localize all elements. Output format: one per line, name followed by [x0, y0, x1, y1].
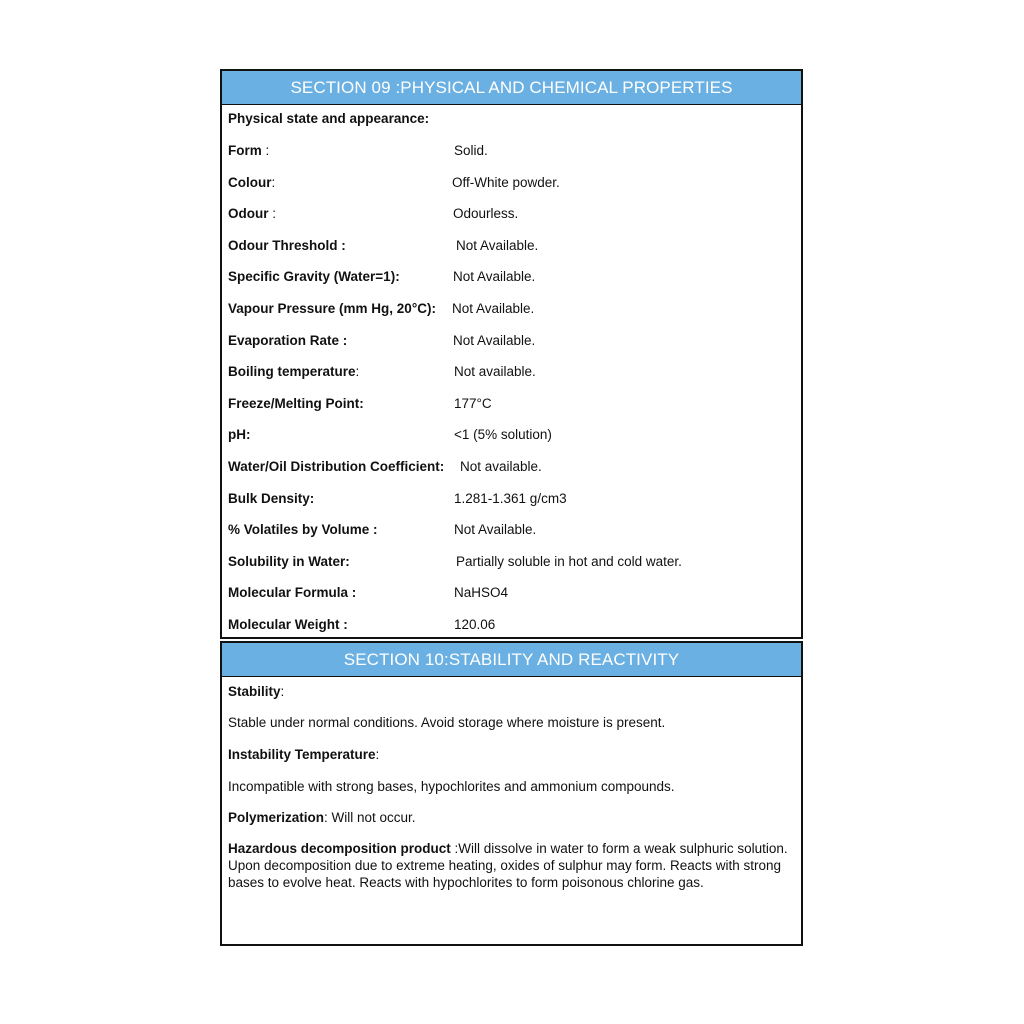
property-label-text: Odour	[228, 206, 269, 222]
property-label-text: Vapour Pressure (mm Hg, 20°C):	[228, 301, 436, 316]
property-label-text: Odour Threshold :	[228, 237, 346, 253]
property-value: Not Available.	[456, 237, 539, 253]
hazard-label: Hazardous decomposition product	[228, 841, 451, 856]
property-value: Not Available.	[452, 301, 535, 316]
hazard-paragraph	[228, 840, 793, 891]
property-label-text: Bulk Density:	[228, 490, 315, 506]
property-label-text: Specific Gravity (Water=1):	[228, 269, 400, 285]
property-label-text: Solubility in Water:	[228, 553, 350, 569]
property-label-text: Evaporation Rate :	[228, 332, 348, 348]
property-row	[228, 427, 552, 443]
property-row	[228, 332, 536, 349]
property-label	[228, 459, 444, 474]
property-label-text: pH:	[228, 427, 251, 443]
property-label-sep: :	[261, 143, 270, 158]
property-label	[228, 364, 359, 379]
property-label-sep: :	[268, 206, 277, 222]
stability-label: Stability	[228, 684, 281, 699]
section-10-box	[220, 641, 803, 946]
stability-text: Stable under normal conditions. Avoid storage where moisture is present.	[228, 715, 666, 730]
property-value: Not Available.	[453, 269, 536, 285]
property-label	[228, 617, 348, 632]
section-09-title: SECTION 09 :PHYSICAL AND CHEMICAL PROPERTIES	[222, 71, 801, 105]
property-value: 120.06	[454, 617, 496, 632]
property-value: 1.281-1.361 g/cm3	[454, 490, 567, 506]
property-value: Not available.	[454, 364, 536, 380]
property-label-text: Freeze/Melting Point:	[228, 395, 364, 411]
property-label	[228, 554, 350, 569]
instability-label: Instability Temperature	[228, 747, 376, 762]
property-value: Partially soluble in hot and cold water.	[456, 553, 682, 569]
stability-heading	[228, 683, 793, 700]
property-row	[228, 174, 560, 191]
property-label-text: % Volatiles by Volume :	[228, 522, 378, 538]
property-label	[228, 301, 436, 316]
polymerization-text: : Will not occur.	[324, 810, 416, 825]
property-row	[228, 301, 535, 317]
property-value: Not available.	[460, 459, 542, 474]
property-row	[228, 553, 682, 570]
property-label-text: Colour	[228, 174, 272, 190]
property-label	[228, 522, 378, 537]
property-label-text: Form	[228, 143, 262, 158]
property-label	[228, 143, 269, 158]
property-row	[228, 617, 496, 633]
property-row	[228, 522, 537, 538]
property-value: Solid.	[454, 143, 488, 158]
property-label	[228, 396, 364, 411]
property-row	[228, 364, 536, 380]
property-label	[228, 238, 346, 253]
property-label	[228, 427, 251, 442]
property-label	[228, 333, 347, 348]
property-value: Not Available.	[453, 332, 536, 348]
property-value: NaHSO4	[454, 585, 509, 601]
property-label	[228, 206, 276, 221]
instability-text: Incompatible with strong bases, hypochlorites and ammonium compounds.	[228, 779, 675, 794]
property-row	[228, 143, 488, 159]
polymerization-line	[228, 809, 793, 826]
instability-sep: :	[375, 747, 380, 762]
property-label-sep: :	[271, 174, 276, 190]
physical-state-label: Physical state and appearance:	[228, 111, 430, 126]
property-row	[228, 237, 539, 254]
property-row	[228, 459, 542, 475]
property-row	[228, 585, 509, 601]
property-row	[228, 206, 519, 222]
property-row	[228, 269, 536, 285]
property-label	[228, 269, 400, 284]
property-value: Off-White powder.	[452, 174, 560, 190]
hazard-text: :Will dissolve in water to form a weak sulphuric solution. Upon decomposition due to extreme heating, oxides of sulphur may form. Reacts with strong bases to evolve heat. Reacts with hypochlorites to form poisonous chlorine gas.	[228, 841, 788, 890]
property-label-text: Boiling temperature	[228, 364, 356, 380]
property-value: <1 (5% solution)	[454, 427, 552, 443]
property-value: Not Available.	[454, 522, 537, 538]
property-label-text: Water/Oil Distribution Coefficient:	[228, 459, 445, 474]
property-label	[228, 491, 314, 506]
property-value: 177°C	[454, 395, 492, 411]
polymerization-label: Polymerization	[228, 810, 325, 825]
property-label-sep: :	[355, 364, 360, 380]
instability-heading	[228, 746, 793, 763]
stability-sep: :	[280, 684, 285, 699]
property-row	[228, 395, 492, 412]
section-10-title: SECTION 10:STABILITY AND REACTIVITY	[222, 643, 801, 677]
property-label-text: Molecular Weight :	[228, 617, 348, 632]
physical-state-heading	[228, 111, 429, 127]
property-label-text: Molecular Formula :	[228, 585, 357, 601]
section-09-box	[220, 69, 803, 639]
property-row	[228, 490, 567, 507]
property-value: Odourless.	[453, 206, 519, 222]
property-label	[228, 175, 275, 190]
property-label	[228, 585, 356, 600]
